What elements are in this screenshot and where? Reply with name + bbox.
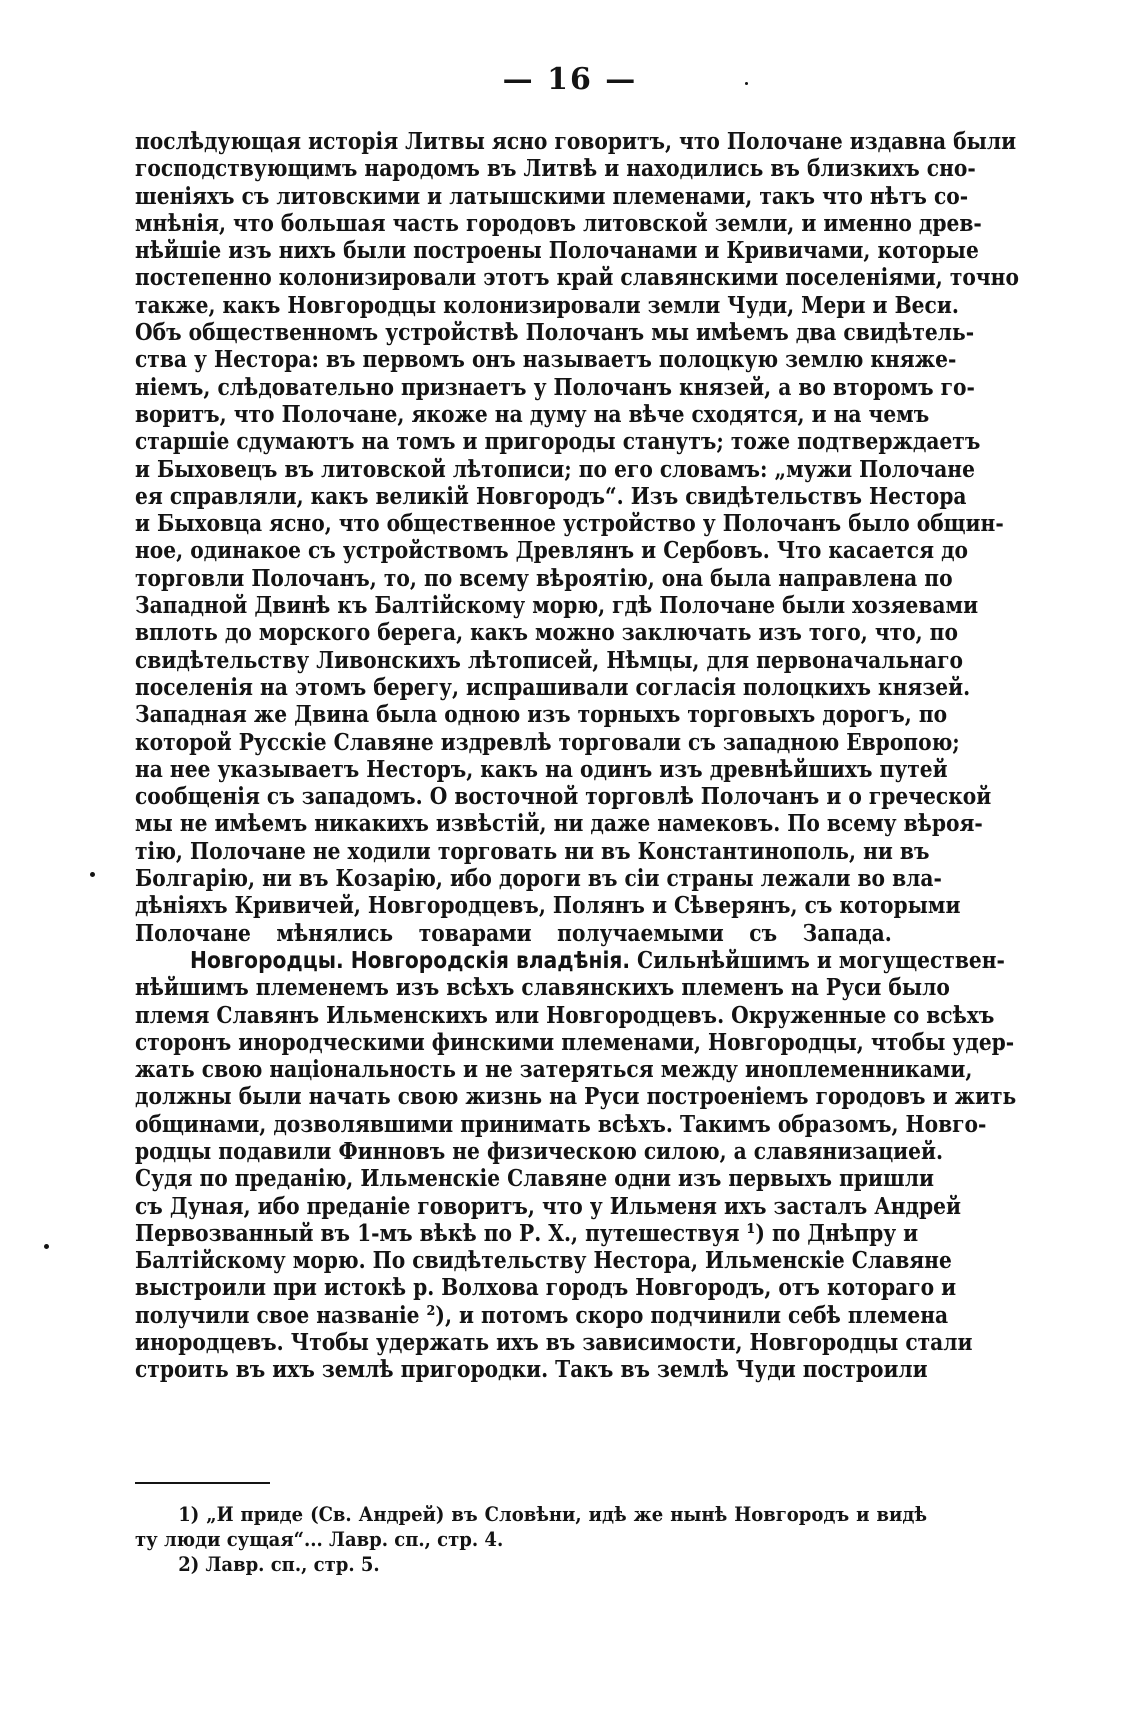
print-speck [44,1244,49,1249]
text-line: старшіе сдумаютъ на томъ и пригороды станутъ; тоже подтверждаетъ [135,427,981,456]
footnotes [135,1502,927,1577]
text-line: Западной Двинѣ къ Балтійскому морю, гдѣ Полочане были хозяевами [135,591,979,620]
print-speck [90,872,95,877]
main-text [135,127,1019,1384]
text-line: выстроили при истокѣ р. Волхова городъ Новгородъ, отъ котораго и [135,1273,957,1302]
text-line: постепенно колонизировали этотъ край славянскими поселеніями, точно [135,263,1019,292]
text-line: сообщенія съ западомъ. О восточной торговлѣ Полочанъ и о греческой [135,782,992,811]
text-line: на нее указываетъ Несторъ, какъ на одинъ изъ древнѣйшихъ путей [135,754,948,783]
text-line: господствующимъ народомъ въ Литвѣ и находились въ близкихъ сно- [135,154,976,183]
text-line: должны были начать свою жизнь на Руси построеніемъ городовъ и жить [135,1082,1017,1111]
text-line: ніемъ, слѣдовательно признаетъ у Полочанъ князей, а во второмъ го- [135,372,975,401]
footnote-1-line-1: 1) „И приде (Св. Андрей) въ Словѣни, идѣ же нынѣ Новгородъ и видѣ [178,1502,927,1526]
text-line: Балтійскому морю. По свидѣтельству Нестора, Ильменскіе Славяне [135,1246,952,1275]
text-line: Полочане мѣнялись товарами получаемыми съ Запада. [135,918,892,947]
text-line: дѣніяхъ Кривичей, Новгородцевъ, Полянъ и Сѣверянъ, съ которыми [135,891,961,920]
heading-continuation: Сильнѣйшимъ и могуществен- [630,945,1005,974]
text-line: мы не имѣемъ никакихъ извѣстій, ни даже намековъ. По всему вѣроя- [135,809,983,838]
text-line: и Быховецъ въ литовской лѣтописи; по его словамъ: „мужи Полочане [135,454,975,483]
page-number: — 16 — [502,62,638,97]
text-line: тію, Полочане не ходили торговать ни въ Константинополь, ни въ [135,836,930,865]
text-line: также, какъ Новгородцы колонизировали земли Чуди, Мери и Веси. [135,290,959,319]
text-line: шеніяхъ съ литовскими и латышскими племенами, такъ что нѣтъ со- [135,181,969,210]
text-line: родцы подавили Финновъ не физическою силою, а славянизацией. [135,1136,943,1165]
text-line: племя Славянъ Ильменскихъ или Новгородцевъ. Окруженные со всѣхъ [135,1000,995,1029]
text-line: ея справляли, какъ великій Новгородъ“. Изъ свидѣтельствъ Нестора [135,481,967,510]
text-line: Западная же Двина была одною изъ торныхъ торговыхъ дорогъ, по [135,700,948,729]
text-line: инородцевъ. Чтобы удержать ихъ въ зависимости, Новгородцы стали [135,1328,973,1357]
text-line: общинами, дозволявшими принимать всѣхъ. Такимъ образомъ, Новго- [135,1109,987,1138]
paragraph-polochane [135,127,1019,947]
text-line: вплоть до морского берега, какъ можно заключать изъ того, что, по [135,618,958,647]
text-line: Болгарію, ни въ Козарію, ибо дороги въ сіи страны лежали во вла- [135,864,942,893]
text-line: получили свое названіе ²), и потомъ скоро подчинили себѣ племена [135,1300,949,1329]
text-line: жать свою національность и не затеряться между иноплеменниками, [135,1055,973,1084]
footnote-1-line-2: ту люди сущая“... Лавр. сп., стр. 4. [135,1527,504,1551]
text-line: строить въ ихъ землѣ пригородки. Такъ въ землѣ Чуди построили [135,1355,928,1384]
text-line: Судя по преданію, Ильменскіе Славяне одни изъ первыхъ пришли [135,1164,934,1193]
text-line: мнѣнія, что большая часть городовъ литовской земли, и именно древ- [135,208,982,237]
text-line: нѣйшимъ племенемъ изъ всѣхъ славянскихъ племенъ на Руси было [135,973,950,1002]
text-line: съ Дуная, ибо преданіе говоритъ, что у Ильменя ихъ засталъ Андрей [135,1191,961,1220]
footnote-divider [135,1482,270,1484]
text-line: ства у Нестора: въ первомъ онъ называетъ полоцкую землю княже- [135,345,957,374]
text-line: послѣдующая исторія Литвы ясно говоритъ, что Полочане издавна были [135,127,1017,155]
text-line: торговли Полочанъ, то, по всему вѣроятію, она была направлена по [135,563,953,592]
print-speck [745,82,748,85]
text-line: которой Русскіе Славяне издревлѣ торговали съ западною Европою; [135,727,960,756]
text-line: свидѣтельству Ливонскихъ лѣтописей, Нѣмцы, для первоначальнаго [135,645,963,674]
text-line: ное, одинакое съ устройствомъ Древлянъ и Сербовъ. Что касается до [135,536,969,565]
paragraph-novgorod [135,973,1017,1384]
text-line: сторонъ инородческими финскими племенами, Новгородцы, чтобы удер- [135,1027,1015,1056]
section-heading: Новгородцы. Новгородскія владѣнія. [190,945,631,974]
text-line: Объ общественномъ устройствѣ Полочанъ мы имѣемъ два свидѣтель- [135,318,975,347]
footnote-2: 2) Лавр. сп., стр. 5. [178,1552,380,1576]
text-line: Первозванный въ 1-мъ вѣкѣ по Р. Х., путешествуя ¹) по Днѣпру и [135,1218,919,1247]
paragraph-novgorod-first-line [135,945,1005,974]
text-line: нѣйшіе изъ нихъ были построены Полочанами и Кривичами, которые [135,236,979,265]
text-line: воритъ, что Полочане, якоже на думу на вѣче сходятся, и на чемъ [135,399,930,428]
text-line: поселенія на этомъ берегу, испрашивали согласія полоцкихъ князей. [135,672,971,701]
text-line: и Быховца ясно, что общественное устройство у Полочанъ было общин- [135,509,1004,538]
